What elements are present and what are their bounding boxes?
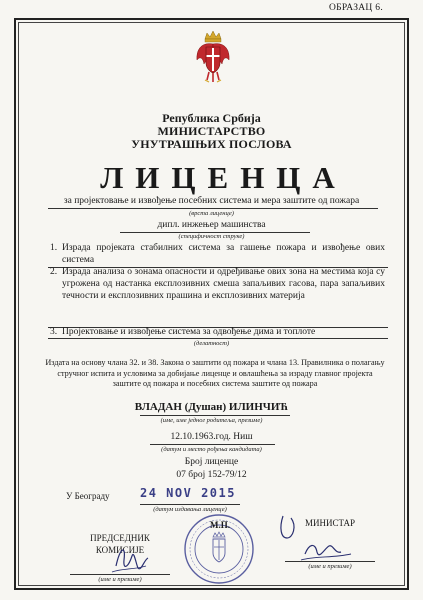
form-number: ОБРАЗАЦ 6. [329,3,383,13]
license-purpose: за пројектовање и извођење посебних система и мера заштите од пожара [63,196,360,206]
president-signature-line [70,574,170,575]
document-title: ЛИЦЕНЦА [100,160,347,195]
caption-activity: (делатност) [193,340,230,347]
license-number-label: Број лиценце [184,457,239,467]
caption-specialty: (специфичност струке) [178,233,245,240]
activity-3-underline [48,338,388,339]
activity-number: 1. [50,243,58,253]
minister-signature [275,508,365,568]
minister-signature-line [285,561,375,562]
serbian-coat-of-arms-icon [193,30,233,86]
activities-item-1 [50,242,385,266]
header-ministry: МИНИСТАРСТВО [157,124,266,138]
birth-underline [150,444,275,445]
specialty-value: дипл. инжењер машинства [157,220,266,230]
purpose-underline [48,208,378,209]
minister-title: МИНИСТАР [304,518,356,528]
commission-title: КОМИСИЈЕ [95,545,145,555]
seal-label: М.П. [210,520,230,530]
caption-issue-date: (датум издавања лиценце) [153,506,227,513]
place-of-issue: У Београду [66,491,110,501]
caption-name: (име, име једног родитеља, презиме) [160,417,263,424]
caption-license-type: (врста лиценце) [189,210,234,217]
inner-border [18,22,405,586]
activity-number: 3. [50,327,58,337]
activities-item-2 [50,266,385,302]
caption-minister-name: (име и презиме) [308,563,352,570]
license-number: 07 број 152-79/12 [176,470,247,480]
name-underline [140,415,290,416]
caption-birth: (датум и место рођења кандидата) [161,446,262,453]
caption-president-name: (име и презиме) [98,576,142,583]
activity-text: Израда пројеката стабилних система за гашење пожара и извођење ових система [62,243,385,265]
holder-name: ВЛАДАН (Душан) ИЛИНЧИЋ [134,401,289,413]
activities-item-3 [50,326,385,338]
issue-date-stamp: 24 NOV 2015 [140,486,236,500]
president-signature [108,538,152,578]
president-title: ПРЕДСЕДНИК [90,533,150,543]
header-interior: УНУТРАШЊИХ ПОСЛОВА [131,137,292,151]
birth-info: 12.10.1963.год. Ниш [170,432,253,442]
header-republic: Република Србија [162,111,261,125]
issue-date-underline [140,504,240,505]
activity-text: Израда анализа о зонама опасности и одређивање ових зона на местима која су угрожена од настанка експлозивних смеша запаљивих гасова, пара запаљивих течности и експлозивних прашина и експлозивних материја [62,267,385,301]
activity-text: Пројектовање и извођење система за одвођење дима и топлоте [62,327,316,337]
legal-basis: Издата на основу члана 32. и 38. Закона о заштити од пожара и члана 13. Правилника о полагању стручног испита и условима за добијање лиценце и овлашћења за израду главног пројекта заштите од пожара и посебних система заштите од пожара [45,358,385,388]
activity-number: 2. [50,267,58,277]
